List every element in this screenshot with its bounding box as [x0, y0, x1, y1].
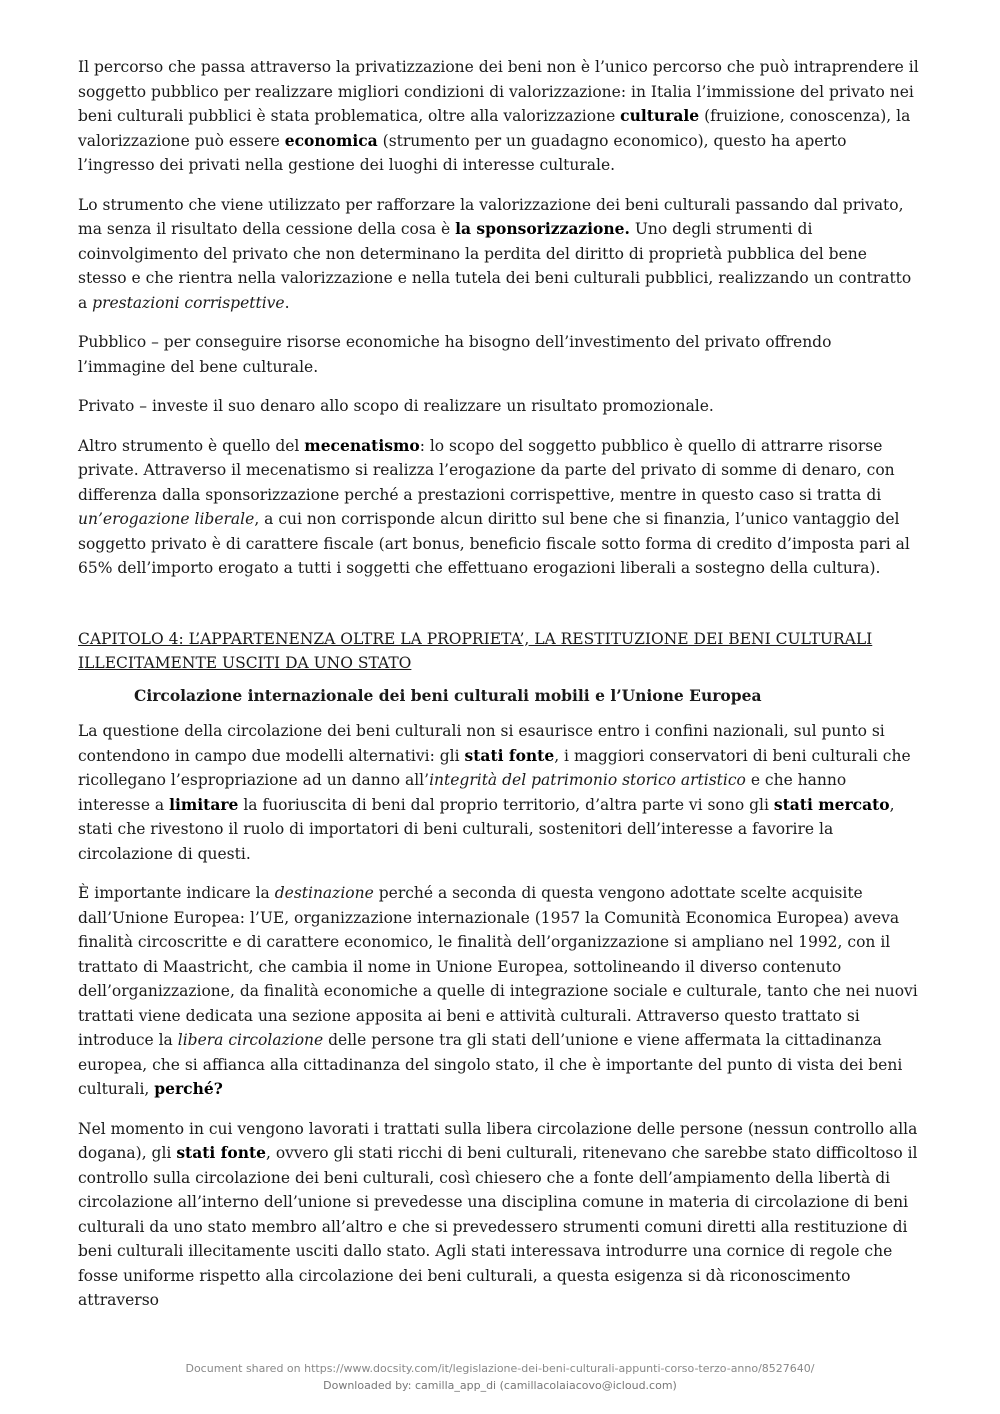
paragraph-destinazione: È importante indicare la destinazione perché a seconda di questa vengono adottate scelte acquisite dall’Unione Europea: l’UE, organizzazione internazionale (1957 la Comunità Economica Europea) aveva finalità circoscritte e di carattere economico, le finalità dell’organizzazione si ampliano nel 1992, con il trattato di Maastricht, che cambia il nome in Unione Europea, sottolineando il diverso contenuto dell’organizzazione, da finalità economiche a quelle di integrazione sociale e culturale, tanto che nei nuovi trattati viene dedicata una sezione apposita ai beni e attività culturali. Attraverso questo trattato si introduce la libera circolazione delle persone tra gli stati dell’unione e viene affermata la cittadinanza europea, che si affianca alla cittadinanza del singolo stato, il che è importante del punto di vista dei beni culturali, perché? — [78, 884, 918, 1098]
term-culturale: culturale — [620, 106, 700, 125]
paragraph-privato: Privato – investe il suo denaro allo scopo di realizzare un risultato promozionale. — [78, 397, 714, 415]
term-erogazione-liberale: un’erogazione liberale — [78, 510, 255, 528]
paragraph-trattati: Nel momento in cui vengono lavorati i trattati sulla libera circolazione delle persone (nessun controllo alla dogana), gli stati fonte, ovvero gli stati ricchi di beni culturali, ritenevano che sarebbe stato difficoltoso il controllo sulla circolazione dei beni culturali, così chiesero che a fonte dell’ampiamento della libertà di circolazione all’interno dell’unione si prevedesse una disciplina comune in materia di circolazione di beni culturali da uno stato membro all’altro e che si prevedessero strumenti comuni diretti alla restituzione di beni culturali illecitamente usciti dallo stato. Agli stati interessava introdurre una cornice di regole che fosse uniforme rispetto alla circolazione dei beni culturali, a questa esigenza si dà riconoscimento attraverso — [78, 1119, 918, 1309]
paragraph-pubblico: Pubblico – per conseguire risorse economiche ha bisogno dell’investimento del privato offrendo l’immagine del bene culturale. — [78, 333, 832, 376]
term-limitare: limitare — [169, 794, 239, 814]
term-destinazione: destinazione — [274, 884, 374, 902]
chapter-title: CAPITOLO 4: L’APPARTENENZA OLTRE LA PROPRIETA’, LA RESTITUZIONE DEI BENI CULTURALI ILLECITAMENTE USCITI DA UNO STATO — [78, 629, 873, 672]
term-sponsorizzazione: la sponsorizzazione. — [455, 219, 630, 238]
section-title: Circolazione internazionale dei beni culturali mobili e l’Unione Europea — [134, 685, 762, 705]
term-stati-fonte: stati fonte — [464, 745, 555, 765]
footer-downloaded-by: Downloaded by: camilla_app_di (camillacolaiacovo@icloud.com) — [323, 1379, 677, 1392]
term-integrita-patrimonio: integrità del patrimonio storico artistico — [429, 771, 746, 789]
paragraph-privatizzazione: Il percorso che passa attraverso la privatizzazione dei beni non è l’unico percorso che può intraprendere il soggetto pubblico per realizzare migliori condizioni di valorizzazione: in Italia l’immissione del privato nei beni culturali pubblici è stata problematica, oltre alla valorizzazione culturale (fruizione, conoscenza), la valorizzazione può essere economica (strumento per un guadagno economico), questo ha aperto l’ingresso dei privati nella gestione dei luoghi di interesse culturale. — [78, 58, 919, 174]
term-economica: economica — [284, 130, 378, 150]
paragraph-mecenatismo: Altro strumento è quello del mecenatismo: lo scopo del soggetto pubblico è quello di attrarre risorse private. Attraverso il mecenatismo si realizza l’erogazione da parte del privato di somme di denaro, con differenza dalla sponsorizzazione perché a prestazioni corrispettive, mentre in questo caso si tratta di un’erogazione liberale, a cui non corrisponde alcun diritto sul bene che si finanzia, l’unico vantaggio del soggetto privato è di carattere fiscale (art bonus, beneficio fiscale sotto forma di credito d’imposta pari al 65% dell’importo erogato a tutti i soggetti che effettuano erogazioni liberali a sostegno della cultura). — [78, 435, 910, 577]
footer-shared-link[interactable]: Document shared on https://www.docsity.com/it/legislazione-dei-beni-culturali-appunti-corso-terzo-anno/8527640/ — [185, 1362, 815, 1375]
document-page — [78, 55, 920, 1328]
paragraph-circolazione: La questione della circolazione dei beni culturali non si esaurisce entro i confini nazionali, sul punto si contendono in campo due modelli alternativi: gli stati fonte, i maggiori conservatori di beni culturali che ricollegano l’espropriazione ad un danno all’integrità del patrimonio storico artistico e che hanno interesse a limitare la fuoriuscita di beni dal proprio territorio, d’altra parte vi sono gli stati mercato, stati che rivestono il ruolo di importatori di beni culturali, sostenitori dell’interesse a favorire la circolazione di questi. — [78, 722, 911, 863]
term-mecenatismo: mecenatismo — [304, 435, 420, 455]
term-stati-fonte-2: stati fonte — [176, 1143, 266, 1162]
paragraph-sponsorizzazione: Lo strumento che viene utilizzato per rafforzare la valorizzazione dei beni culturali passando dal privato, ma senza il risultato della cessione della cosa è la sponsorizzazione. Uno degli strumenti di coinvolgimento del privato che non determinano la perdita del diritto di proprietà pubblica del bene stesso e che rientra nella valorizzazione e nella tutela dei beni culturali pubblici, realizzando un contratto a prestazioni corrispettive. — [78, 195, 912, 312]
term-stati-mercato: stati mercato — [773, 794, 890, 814]
term-prestazioni-corrispettive: prestazioni corrispettive — [92, 293, 285, 312]
term-libera-circolazione: libera circolazione — [177, 1031, 324, 1049]
term-perche: perché? — [154, 1079, 223, 1098]
